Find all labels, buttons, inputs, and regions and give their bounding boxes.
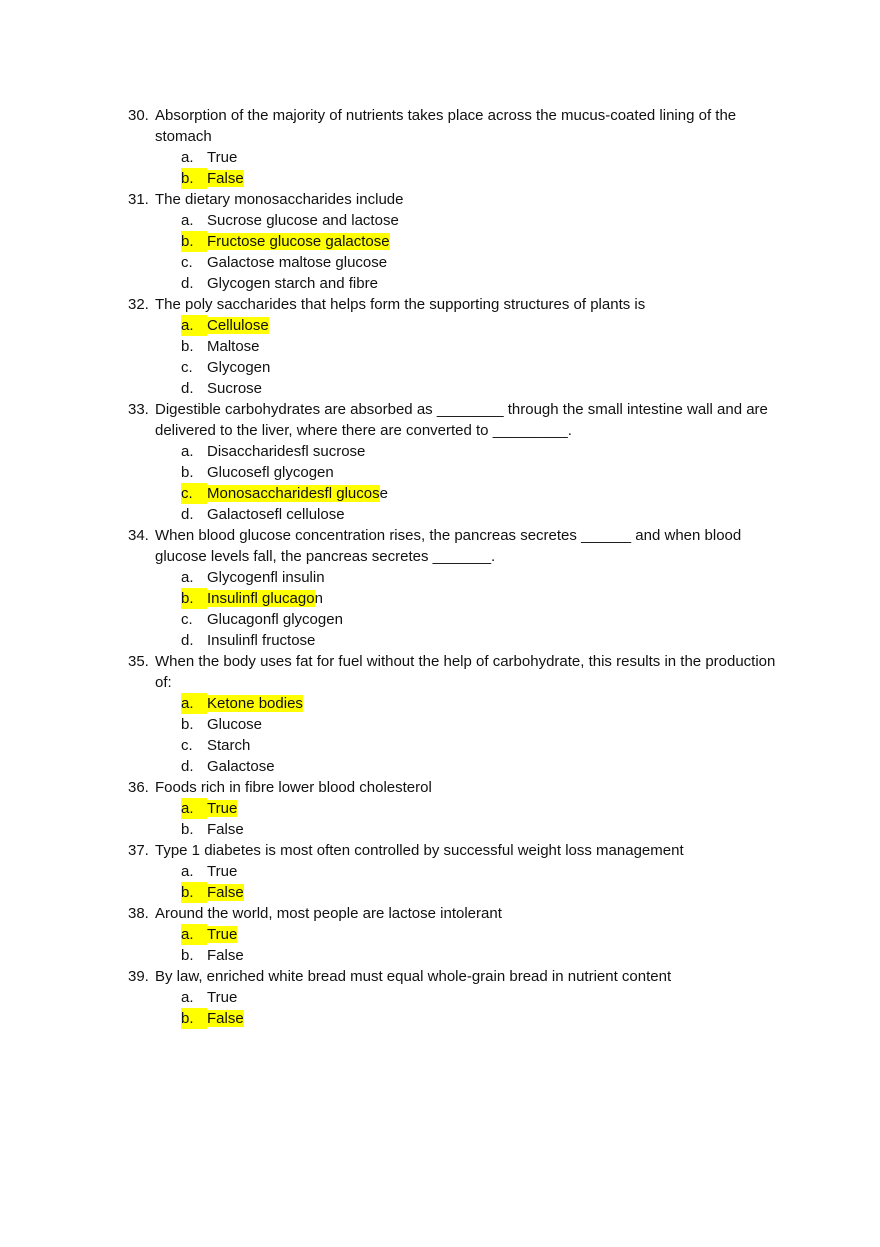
option-text: Galactosefl cellulose (207, 506, 345, 523)
option-label: d. (181, 380, 194, 397)
answer-option (181, 147, 788, 168)
answer-option (181, 735, 788, 756)
question-number: 34. (128, 527, 149, 544)
answer-option (181, 273, 788, 294)
question-number: 39. (128, 968, 149, 985)
question-35 (128, 651, 788, 693)
option-label: a. (181, 443, 194, 460)
option-label: c. (181, 737, 193, 754)
option-text: Glycogen starch and fibre (207, 275, 378, 292)
answer-option (181, 567, 788, 588)
highlight-mark: Cellulose (207, 317, 269, 334)
option-text-highlighted: Insulinfl glucagon (207, 590, 323, 607)
answer-option (181, 252, 788, 273)
question-number: 35. (128, 653, 149, 670)
question-30 (128, 105, 788, 147)
option-text: False (207, 821, 244, 838)
option-text: Glycogen (207, 359, 271, 376)
option-label: d. (181, 632, 194, 649)
answer-option (181, 588, 788, 609)
question-number: 31. (128, 191, 149, 208)
option-label-highlighted: a. (181, 798, 207, 819)
answer-option (181, 756, 788, 777)
answer-option (181, 819, 788, 840)
answer-option (181, 630, 788, 651)
option-text-highlighted (207, 882, 244, 903)
answer-option (181, 1008, 788, 1029)
option-text: Starch (207, 737, 251, 754)
option-text: Galactose maltose glucose (207, 254, 388, 271)
option-label: d. (181, 506, 194, 523)
option-text-highlighted (207, 168, 244, 189)
option-text-highlighted (207, 693, 303, 714)
question-36 (128, 777, 788, 798)
answer-option (181, 609, 788, 630)
option-label: a. (181, 569, 194, 586)
option-text-highlighted (207, 315, 269, 336)
answer-option (181, 210, 788, 231)
option-label-highlighted: c. (181, 483, 207, 504)
answer-option (181, 945, 788, 966)
option-label-highlighted: a. (181, 924, 207, 945)
highlight-mark: False (207, 1010, 244, 1027)
question-number: 36. (128, 779, 149, 796)
highlight-mark: Fructose glucose galactose (207, 233, 390, 250)
answer-option (181, 714, 788, 735)
question-text: By law, enriched white bread must equal whole-grain bread in nutrient content (155, 968, 672, 985)
option-label: b. (181, 464, 194, 481)
answer-option (181, 861, 788, 882)
option-label: d. (181, 758, 194, 775)
option-text: Glucagonfl glycogen (207, 611, 343, 628)
question-33 (128, 399, 788, 441)
answer-option (181, 378, 788, 399)
question-text: Absorption of the majority of nutrients takes place across the mucus-coated lining of the stomach (155, 107, 737, 145)
option-label: b. (181, 338, 194, 355)
option-text: Maltose (207, 338, 260, 355)
answer-option (181, 798, 788, 819)
question-text: Digestible carbohydrates are absorbed as ________ through the small intestine wall and are delivered to the liver, where there are converted to _________. (155, 401, 768, 439)
question-number: 37. (128, 842, 149, 859)
option-text-highlighted (207, 231, 390, 252)
answer-option (181, 483, 788, 504)
option-text: Disaccharidesfl sucrose (207, 443, 366, 460)
option-text: Galactose (207, 758, 275, 775)
question-text: When blood glucose concentration rises, the pancreas secretes ______ and when blood glucose levels fall, the pancreas secretes _______. (155, 527, 742, 565)
question-34 (128, 525, 788, 567)
option-text-highlighted (207, 1008, 244, 1029)
option-label: a. (181, 149, 194, 166)
highlight-mark: True (207, 926, 238, 943)
option-label: c. (181, 254, 193, 271)
option-text: True (207, 149, 238, 166)
highlight-mark: False (207, 884, 244, 901)
highlight-mark: Insulinfl glucago (207, 590, 315, 607)
highlight-mark: Monosaccharidesfl glucos (207, 485, 380, 502)
question-text: Type 1 diabetes is most often controlled by successful weight loss management (155, 842, 684, 859)
highlight-mark: False (207, 170, 244, 187)
option-label: c. (181, 611, 193, 628)
answer-option (181, 693, 788, 714)
option-label: a. (181, 212, 194, 229)
answer-option (181, 357, 788, 378)
question-text: When the body uses fat for fuel without the help of carbohydrate, this results in the production of: (155, 653, 776, 691)
option-text: False (207, 947, 244, 964)
question-37 (128, 840, 788, 861)
option-label: b. (181, 821, 194, 838)
question-32 (128, 294, 788, 315)
question-number: 30. (128, 107, 149, 124)
question-number: 33. (128, 401, 149, 418)
option-label-highlighted: b. (181, 588, 207, 609)
option-label: b. (181, 947, 194, 964)
question-text: Around the world, most people are lactose intolerant (155, 905, 502, 922)
option-label: a. (181, 863, 194, 880)
option-label-highlighted: b. (181, 1008, 207, 1029)
answer-option (181, 987, 788, 1008)
option-text: Sucrose glucose and lactose (207, 212, 399, 229)
question-number: 32. (128, 296, 149, 313)
option-text-highlighted (207, 798, 237, 819)
answer-option (181, 504, 788, 525)
answer-option (181, 336, 788, 357)
option-label-highlighted: b. (181, 231, 207, 252)
option-text-highlighted: Monosaccharidesfl glucose (207, 485, 388, 502)
option-label: d. (181, 275, 194, 292)
question-text: The poly saccharides that helps form the supporting structures of plants is (155, 296, 646, 313)
highlight-mark: True (207, 800, 238, 817)
question-text: Foods rich in fibre lower blood cholesterol (155, 779, 432, 796)
option-text: Glycogenfl insulin (207, 569, 325, 586)
answer-option (181, 231, 788, 252)
option-label-highlighted: a. (181, 693, 207, 714)
option-label-highlighted: b. (181, 168, 207, 189)
answer-option (181, 441, 788, 462)
answer-option (181, 315, 788, 336)
option-text: Insulinfl fructose (207, 632, 316, 649)
option-text: Glucosefl glycogen (207, 464, 334, 481)
answer-option (181, 462, 788, 483)
question-38 (128, 903, 788, 924)
option-label-highlighted: b. (181, 882, 207, 903)
option-text-highlighted (207, 924, 237, 945)
option-label: c. (181, 359, 193, 376)
option-text: Sucrose (207, 380, 263, 397)
answer-option (181, 882, 788, 903)
option-label: b. (181, 716, 194, 733)
question-list (128, 105, 788, 1029)
question-text: The dietary monosaccharides include (155, 191, 404, 208)
question-number: 38. (128, 905, 149, 922)
question-31 (128, 189, 788, 210)
option-label: a. (181, 989, 194, 1006)
option-label-highlighted: a. (181, 315, 207, 336)
highlight-mark: Ketone bodies (207, 695, 303, 712)
question-39 (128, 966, 788, 987)
answer-option (181, 168, 788, 189)
answer-option (181, 924, 788, 945)
option-text: True (207, 989, 238, 1006)
option-text: Glucose (207, 716, 263, 733)
option-text: True (207, 863, 238, 880)
